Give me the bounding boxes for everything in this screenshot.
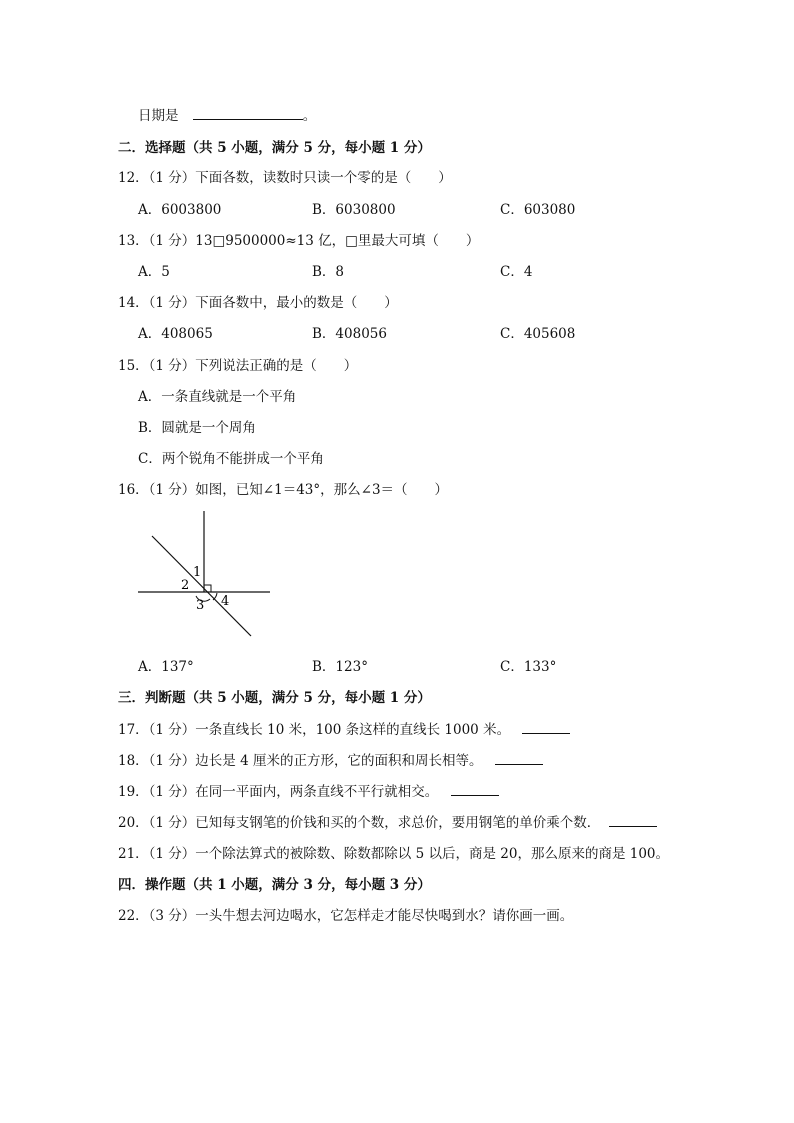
date-end: 。 [302,108,317,124]
diagonal-line [152,536,251,636]
section3-title: 三．判断题（共 5 小题，满分 5 分，每小题 1 分） [118,690,431,706]
q16-text: 16．（1 分）如图，已知∠1＝43°，那么∠3＝（ ） [118,482,449,498]
q13-text: 13．（1 分）13□9500000≈13 亿，□里最大可填（ ） [118,233,480,249]
section2-title: 二．选择题（共 5 小题，满分 5 分，每小题 1 分） [118,140,431,156]
q17-line [118,718,570,738]
right-angle-mark [204,585,211,592]
q12-option-c[interactable]: C．603080 [500,202,576,218]
q18-text: 18．（1 分）边长是 4 厘米的正方形，它的面积和周长相等。 [118,753,483,769]
date-line [138,104,316,124]
q18-answer-blank[interactable] [495,763,543,765]
q22-text: 22．（3 分）一头牛想去河边喝水，它怎样走才能尽快喝到水？请你画一画。 [118,908,574,924]
angle-2-label: 2 [181,578,190,593]
q17-text: 17．（1 分）一条直线长 10 米，100 条这样的直线长 1000 米。 [118,722,511,738]
q20-text: 20．（1 分）已知每支钢笔的价钱和买的个数，求总价，要用钢笔的单价乘个数． [118,815,601,831]
q12-option-a[interactable]: A．6003800 [138,202,222,218]
q19-text: 19．（1 分）在同一平面内，两条直线不平行就相交。 [118,784,439,800]
angle-4-label: 4 [221,594,230,609]
q18-line [118,749,543,769]
q15-option-b[interactable]: B．圆就是一个周角 [138,420,256,436]
q13-option-c[interactable]: C．4 [500,264,533,280]
q17-answer-blank[interactable] [522,732,570,734]
q14-text: 14．（1 分）下面各数中，最小的数是（ ） [118,295,398,311]
q14-option-a[interactable]: A．408065 [138,326,213,342]
q16-option-a[interactable]: A．137° [138,659,194,675]
q12-text: 12．（1 分）下面各数，读数时只读一个零的是（ ） [118,170,452,186]
section4-title: 四．操作题（共 1 小题，满分 3 分，每小题 3 分） [118,877,431,893]
q13-option-a[interactable]: A．5 [138,264,170,280]
q15-option-c[interactable]: C．两个锐角不能拼成一个平角 [138,451,324,467]
q21-text: 21．（1 分）一个除法算式的被除数、除数都除以 5 以后，商是 20，那么原来的商是 100。 [118,846,670,862]
q14-option-b[interactable]: B．408056 [312,326,387,342]
q16-option-c[interactable]: C．133° [500,659,557,675]
q19-line [118,780,499,800]
date-label: 日期是 [138,108,179,124]
angle-1-label: 1 [193,565,202,580]
q15-text: 15．（1 分）下列说法正确的是（ ） [118,358,358,374]
angle-figure [130,505,280,645]
q15-option-a[interactable]: A．一条直线就是一个平角 [138,389,297,405]
q13-option-b[interactable]: B．8 [312,264,345,280]
angle-3-label: 3 [196,598,205,613]
q14-option-c[interactable]: C．405608 [500,326,576,342]
q21-line [118,842,669,862]
q19-answer-blank[interactable] [451,794,499,796]
q20-line [118,811,657,831]
q20-answer-blank[interactable] [609,825,657,827]
q12-option-b[interactable]: B．6030800 [312,202,396,218]
date-blank[interactable] [193,118,303,120]
q16-option-b[interactable]: B．123° [312,659,368,675]
